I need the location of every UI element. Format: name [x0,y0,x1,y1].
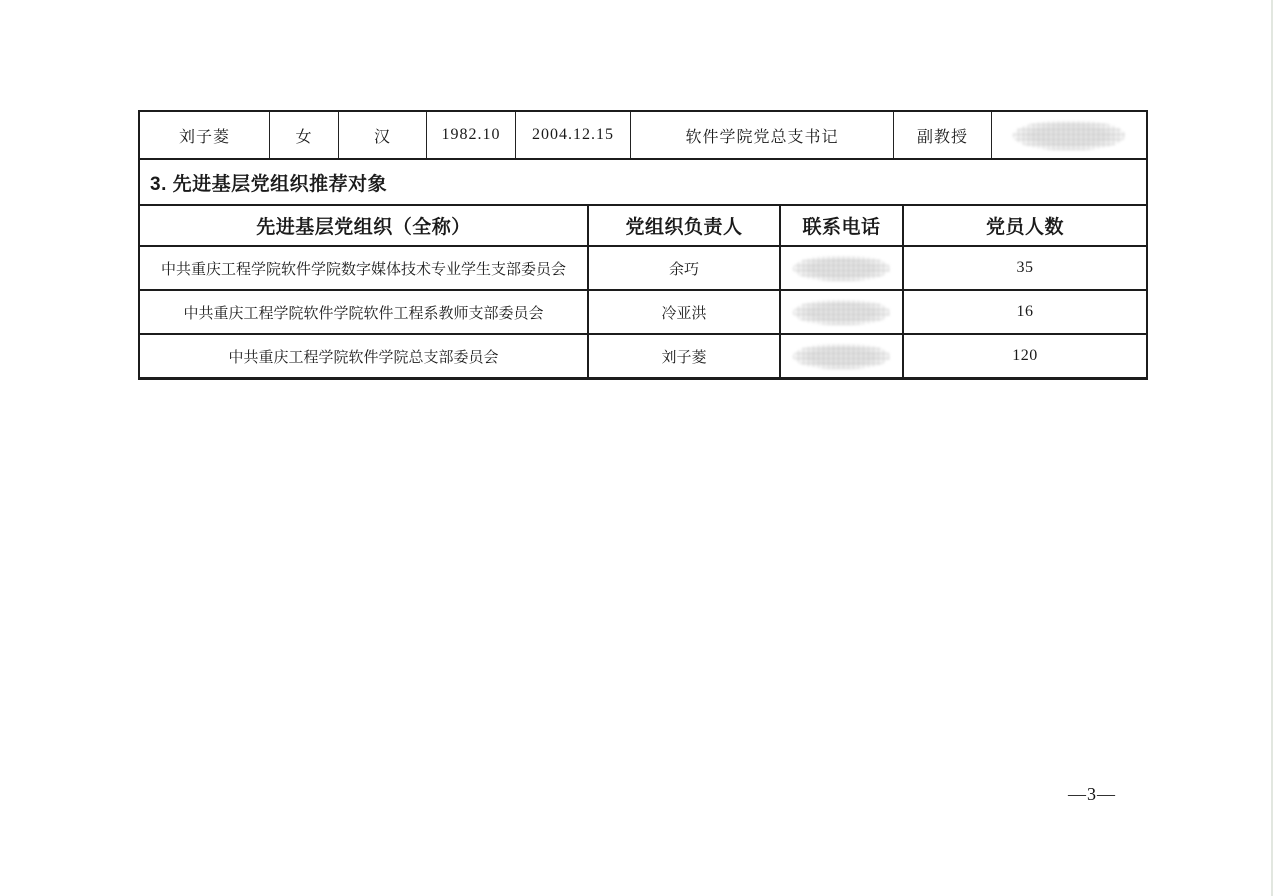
cell-ethnicity: 汉 [338,112,426,158]
cell-org: 中共重庆工程学院软件学院数字媒体技术专业学生支部委员会 [160,261,566,278]
cell-members: 16 [902,291,1146,333]
cell-leader: 余巧 [587,247,779,289]
cell-name: 刘子菱 [178,128,230,146]
header-org: 先进基层党组织（全称） [256,217,471,238]
redacted-phone-blur [793,300,890,325]
cell-phone [779,247,902,289]
page-number: —3— [1068,784,1116,804]
cell-phone [779,335,902,377]
table-row [140,245,1146,289]
redacted-phone-blur [1013,121,1125,150]
cell-org: 中共重庆工程学院软件学院总支部委员会 [228,349,499,366]
cell-phone [991,112,1146,158]
cell-members: 35 [902,247,1146,289]
cell-phone [779,291,902,333]
header-phone: 联系电话 [779,206,902,245]
cell-birth-date: 1982.10 [426,112,515,158]
header-leader: 党组织负责人 [587,206,779,245]
table-row [140,112,1146,158]
recommendation-table [138,110,1148,380]
redacted-phone-blur [793,344,890,369]
table-row [140,333,1146,377]
cell-leader: 刘子菱 [587,335,779,377]
header-members: 党员人数 [902,206,1146,245]
section-title: 3. 先进基层党组织推荐对象 [150,173,388,195]
redacted-phone-blur [793,256,890,281]
section-header-row [140,158,1146,204]
cell-position: 软件学院党总支书记 [630,112,893,158]
table-header-row [140,204,1146,245]
table-row [140,289,1146,333]
cell-title: 副教授 [893,112,991,158]
page-edge-line [1271,0,1273,896]
cell-members: 120 [902,335,1146,377]
cell-org: 中共重庆工程学院软件学院软件工程系教师支部委员会 [183,305,544,322]
cell-gender: 女 [269,112,338,158]
cell-leader: 冷亚洪 [587,291,779,333]
cell-party-join-date: 2004.12.15 [515,112,630,158]
